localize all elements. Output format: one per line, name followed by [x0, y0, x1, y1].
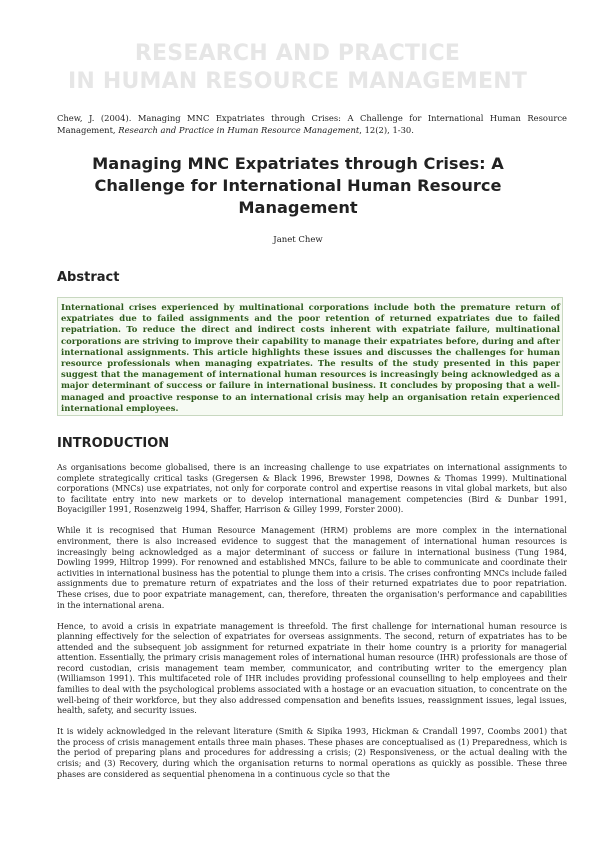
citation	[57, 112, 567, 136]
paragraph: It is widely acknowledged in the relevant literature (Smith & Sipika 1993, Hickman & Crandall 1997, Coombs 2001) that the process of crisis management entails three main phases. These phases are conceptualised as (1) Preparedness, which is the period of preparing plans and procedures for addressing a crisis; (2) Responsiveness, or the actual dealing with the crisis; and (3) Recovery, during which the organisation returns to normal operations as quickly as possible. These three phases are considered as sequential phenomena in a continuous cycle so that the	[57, 727, 567, 779]
citation-journal: Research and Practice in Human Resource Management	[118, 125, 360, 135]
paper-title: Managing MNC Expatriates through Crises: A Challenge for International Human Resource Management	[92, 154, 504, 217]
paragraph: Hence, to avoid a crisis in expatriate management is threefold. The first challenge for international human resource is planning effectively for the selection of expatriates for overseas assignments. The second, return of expatriates has to be attended and the subsequent job assignment for returned expatriate in their home country is a priority for managerial attention. Essentially, the primary crisis management roles of international human resource (IHR) professionals are those of record custodian, crisis management team member, communicator, and contributing writer to the emergency plan (Williamson 1991). This multifaceted role of IHR includes providing professional counselling to help employees and their families to deal with the psychological problems associated with a hostage or an evacuation situation, to concentrate on the well-being of their workforce, but they also addressed compensation and benefits issues, reassignment issues, legal issues, health, safety, and security issues.	[57, 621, 567, 716]
paragraph: As organisations become globalised, there is an increasing challenge to use expatriates on international assignments to complete strategically critical tasks (Gregersen & Black 1996, Brewster 1998, Downes & Thomas 1999). Multinational corporations (MNCs) use expatriates, not only for corporate control and expertise reasons in vital global markets, but also to facilitate entry into new markets or to develop international management competencies (Bird & Dunbar 1991, Boyacigiller 1991, Rosenzweig 1994, Shaffer, Harrison & Gilley 1999, Forster 2000).	[57, 463, 567, 515]
paragraph: While it is recognised that Human Resource Management (HRM) problems are more complex in the international environment, there is also increased evidence to suggest that the management of international human resources is increasingly being acknowledged as a major determinant of success or failure in international business (Tung 1984, Dowling 1999, Hiltrop 1999). For renowned and established MNCs, failure to be able to communicate and coordinate their activities in international business has the potential to plunge them into a crisis. The crises confronting MNCs include failed assignments due to premature return of expatriates and the loss of their returned expatriates due to poor repatriation. These crises, due to poor expatriate management, can, therefore, threaten the organisation's performance and capabilities in the international arena.	[57, 526, 567, 610]
abstract-text: International crises experienced by multinational corporations include both the premature return of expatriates due to failed assignments and the poor retention of returned expatriates due to failed repatriation. To reduce the direct and indirect costs inherent with expatriate failure, multinational corporations are striving to improve their capability to manage their expatriates before, during and after international assignments. This article highlights these issues and discusses the challenges for human resource professionals when managing expatriates. The results of the study presented in this paper suggest that the management of international human resources is increasingly being acknowledged as a major determinant of success or failure in international business. It concludes by proposing that a well-managed and proactive response to an international crisis may help an organisation retain experienced international employees.	[61, 302, 560, 413]
banner-line-1: RESEARCH AND PRACTICE	[134, 41, 461, 66]
abstract-heading: Abstract	[57, 270, 120, 285]
introduction-heading: INTRODUCTION	[57, 436, 170, 451]
journal-banner-watermark	[40, 40, 555, 96]
introduction-body	[57, 463, 567, 791]
banner-line-2: IN HUMAN RESOURCE MANAGEMENT	[67, 69, 528, 94]
citation-suffix: , 12(2), 1-30.	[359, 125, 414, 135]
author: Janet Chew	[273, 235, 323, 245]
citation-prefix: Chew, J. (2004). Managing MNC Expatriates through Crises: A Challenge for International Human Resource Management,	[57, 113, 567, 135]
abstract-box	[57, 297, 563, 416]
